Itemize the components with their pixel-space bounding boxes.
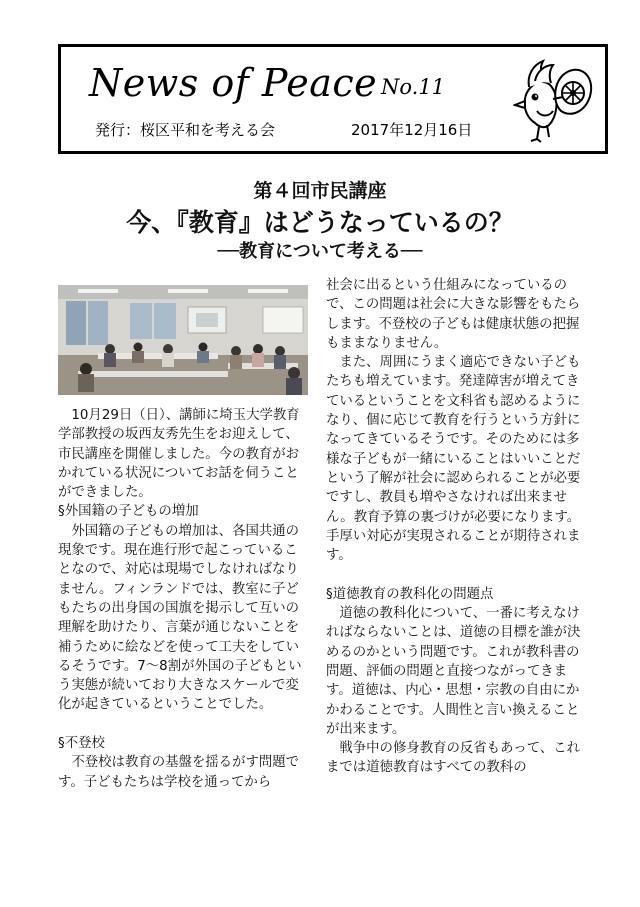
article-headline: 今、『教育』はどうなっているの？ (126, 208, 514, 237)
article-subheadline: ──教育について考える── (217, 241, 423, 262)
newsletter-title: News of Peace (89, 61, 378, 105)
section-heading-truancy: §不登校 (58, 736, 105, 752)
section-heading-moral-education: §道徳教育の教科化の問題点 (326, 586, 494, 602)
section-body-foreign-children: 外国籍の子どもの増加は、各国共通の現象です。現在進行形で起こっていることなので、対応は現場でしなければなりません。フィンランドでは、教室に子どもたちの出身国の国旗を掲示して互いの理解を助けたり、言葉が通じないことを補うために絵などを使って工夫をしているそうです。7〜8割が外国の子どもという実態が続いており大きなスケールで変化が起きているということでした。 (58, 523, 302, 713)
paragraph-adaptation: また、周囲にうまく適応できない子どもたちも増えています。発達障害が増えてきているということを文科省も認めるようになり、個に応じて教育を行うという方針になってきているそうです。そのためには多様な子どもが一緒にいることはいいことだという了解が社会に認められることが必要ですし、教員も増やさなければ出来ません。教育予算の裏づけが必要になります。手厚い対応が実現されることが期待されます。 (326, 355, 581, 564)
publisher: 発行：桜区平和を考える会 (95, 121, 276, 139)
bird-mascot-icon (513, 53, 597, 145)
issue-number: No.11 (381, 75, 446, 99)
intro-paragraph: 10月29日（日）、講師に埼玉大学教育学部教授の坂西友秀先生をお迎えして、市民講座を開催しました。今の教育がおかれている状況についてお話を伺うことができました。 (58, 408, 300, 501)
publication-date: 2017年12月16日 (351, 121, 473, 139)
truancy-continuation: 社会に出るという仕組みになっているので、この問題は社会に大きな影響をもたらします。不登校の子どもは健康状態の把握もままなりません。 (326, 278, 581, 351)
section-heading-foreign-children: §外国籍の子どもの増加 (58, 504, 199, 520)
right-column (326, 276, 590, 778)
masthead-box (58, 44, 608, 154)
left-column (58, 406, 310, 792)
lecture-room-photo-icon (58, 285, 308, 395)
section-body-truancy: 不登校は教育の基盤を揺るがす問題です。子どもたちは学校を通ってから (58, 755, 300, 790)
paragraph-wartime-education: 戦争中の修身教育の反省もあって、これまでは道徳教育はすべての教科の (326, 741, 581, 776)
article-kicker: 第４回市民講座 (253, 180, 387, 202)
section-body-moral-education: 道徳の教科化について、一番に考えなければならないことは、道徳の目標を誰が決めるのかという問題です。これが教科書の問題、評価の問題と直接つながってきます。道徳は、内心・思想・宗教の自由にかかわることです。人間性と言い換えることが出来ます。 (326, 606, 581, 737)
